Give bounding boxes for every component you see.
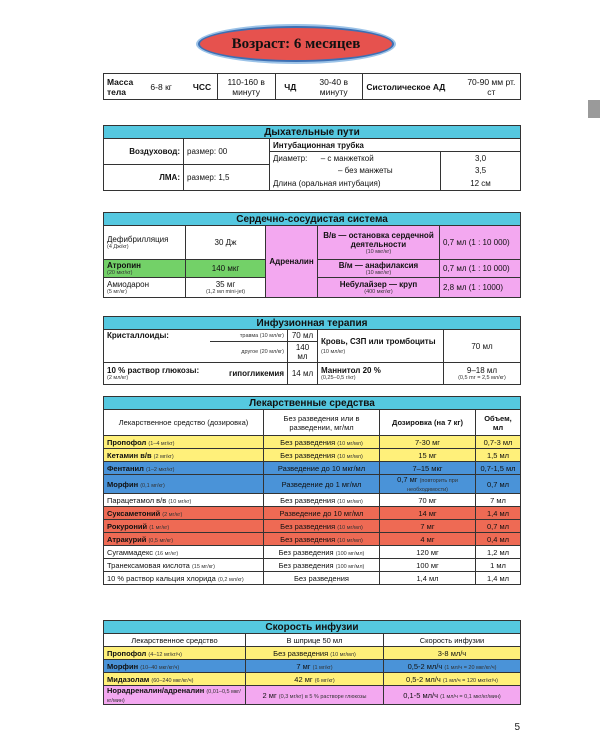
page-title: Возраст: 6 месяцев bbox=[198, 26, 394, 62]
drug-amount-cell bbox=[380, 475, 476, 494]
drug-volume: 1,4 мл bbox=[476, 572, 521, 585]
amio-label: Амиодарон bbox=[107, 280, 150, 289]
rate-syringe-cell bbox=[246, 660, 384, 673]
drug-dilution-sub: (10 мг/мл) bbox=[337, 498, 363, 505]
adrenaline-label: Адреналин bbox=[266, 226, 318, 298]
drug-volume: 1,5 мл bbox=[476, 449, 521, 462]
drug-name: Сугаммадекс bbox=[107, 547, 154, 557]
arrest-sub: (10 мкг/кг) bbox=[365, 248, 392, 255]
drug-name-cell bbox=[104, 572, 264, 585]
glucose-cell bbox=[104, 363, 210, 385]
drug-amount: 7-30 мг bbox=[415, 437, 440, 447]
rate-speed-cell bbox=[384, 686, 521, 705]
rate-speed-sub: (1 мл/ч = 120 мкг/кг/ч) bbox=[442, 677, 498, 684]
anaph-value: 0,7 мл (1 : 10 000) bbox=[440, 260, 521, 278]
infusion-header: Инфузионная терапия bbox=[104, 317, 521, 330]
mannitol-value-cell bbox=[444, 363, 521, 385]
rate-name-cell bbox=[104, 686, 246, 705]
atropine-sub: (20 мкг/кг) bbox=[107, 270, 133, 276]
drug-dilution-cell bbox=[264, 572, 380, 585]
drugs-col-name: Лекарственное средство (дозировка) bbox=[104, 410, 264, 436]
drug-volume: 7 мл bbox=[476, 494, 521, 507]
drug-dose: (1–2 мкг/кг) bbox=[145, 466, 175, 473]
atropine-value: 140 мкг bbox=[186, 260, 266, 278]
drug-rows bbox=[104, 436, 521, 585]
drug-dilution: Без разведения bbox=[280, 521, 336, 531]
drug-dose: (0,1 мг/кг) bbox=[140, 482, 165, 489]
anaph-sub: (10 мкг/кг) bbox=[365, 270, 392, 276]
hypo-label: гипогликемия bbox=[210, 363, 288, 385]
mannitol-value-sub: (0,5 mг = 2,5 мл/кг) bbox=[458, 375, 506, 381]
rate-syringe-cell bbox=[246, 686, 384, 705]
drug-dose: (0,5 мг/кг) bbox=[148, 537, 174, 544]
trauma-value: 70 мл bbox=[288, 330, 318, 342]
drug-volume: 0,7-3 мл bbox=[476, 436, 521, 449]
rate-speed-cell bbox=[384, 673, 521, 686]
drug-row bbox=[104, 546, 521, 559]
drug-amount: 100 мг bbox=[416, 560, 439, 570]
drug-row bbox=[104, 449, 521, 462]
rate-row bbox=[104, 673, 521, 686]
diameter-label: Диаметр: bbox=[273, 153, 308, 163]
drug-dilution: Без разведения bbox=[280, 534, 336, 544]
hr-value: 110-160 в минуту bbox=[217, 74, 275, 100]
cuffed-value: 3,0 bbox=[441, 152, 521, 165]
arrest-value: 0,7 мл (1 : 10 000) bbox=[440, 226, 521, 260]
rate-syringe: Без разведения bbox=[273, 648, 329, 658]
drug-row bbox=[104, 507, 521, 520]
glucose-value: 14 мл bbox=[288, 363, 318, 385]
tube-length-value: 12 см bbox=[441, 177, 521, 190]
drug-dilution-cell bbox=[264, 436, 380, 449]
rate-name-cell bbox=[104, 673, 246, 686]
drug-name-cell bbox=[104, 559, 264, 572]
neb-value: 2,8 мл (1 : 1000) bbox=[440, 278, 521, 298]
amio-value: 35 мг bbox=[215, 280, 236, 289]
drug-name-cell bbox=[104, 436, 264, 449]
drug-row bbox=[104, 559, 521, 572]
anaph-cell bbox=[318, 260, 440, 278]
cuffed-label: – с манжеткой bbox=[320, 153, 374, 163]
drug-row bbox=[104, 462, 521, 475]
drug-amount: 4 мг bbox=[420, 534, 435, 544]
drug-name-cell bbox=[104, 546, 264, 559]
drug-dose: (1–4 мг/кг) bbox=[148, 440, 175, 447]
drug-amount-cell bbox=[380, 449, 476, 462]
rr-label: ЧД bbox=[275, 74, 305, 100]
rate-col-syringe: В шприце 50 мл bbox=[246, 634, 384, 647]
lma-size: размер: 1,5 bbox=[184, 165, 270, 191]
rate-syringe: 42 мг bbox=[294, 674, 313, 684]
drug-name-cell bbox=[104, 462, 264, 475]
drug-dilution: Без разведения bbox=[278, 547, 334, 557]
drug-amount: 70 мг bbox=[418, 495, 437, 505]
uncuffed-label: – без манжеты bbox=[270, 165, 441, 178]
drug-dilution: Разведение до 10 мг/мл bbox=[279, 508, 364, 518]
drug-dilution: Без разведения bbox=[278, 560, 334, 570]
cryst-label: Кристаллоиды: bbox=[104, 330, 210, 363]
airway-device-size: размер: 00 bbox=[184, 139, 270, 165]
drug-amount: 15 мг bbox=[418, 450, 437, 460]
blood-label: Кровь, СЗП или тромбоциты bbox=[321, 337, 436, 346]
rate-dose: (60–240 мкг/кг/ч) bbox=[151, 677, 194, 684]
rate-dose: (0,01–0,5 мкг/кг/мин) bbox=[107, 689, 241, 704]
rate-name-cell bbox=[104, 647, 246, 660]
page-number: 5 bbox=[514, 722, 520, 733]
cardio-table bbox=[103, 212, 521, 298]
drug-dose: (2 мг/кг) bbox=[153, 453, 174, 460]
drug-dilution-cell bbox=[264, 520, 380, 533]
drug-name: Суксаметоний bbox=[107, 508, 161, 518]
rate-speed: 0,5-2 мл/ч bbox=[407, 661, 443, 671]
rate-dose: (4–12 мг/кг/ч) bbox=[148, 651, 182, 658]
drug-name: Рокуроний bbox=[107, 521, 148, 531]
tube-diameter-cuffed bbox=[270, 152, 441, 165]
rate-rows bbox=[104, 647, 521, 705]
drugs-col-dose: Дозировка (на 7 кг) bbox=[380, 410, 476, 436]
drug-name-cell bbox=[104, 520, 264, 533]
drugs-col-dilution: Без разведения или в разведении, мг/мл bbox=[264, 410, 380, 436]
drug-name: Кетамин в/в bbox=[107, 450, 152, 460]
cardio-header: Сердечно-сосудистая система bbox=[104, 213, 521, 226]
glucose-label: 10 % раствор глюкозы: bbox=[107, 366, 200, 375]
atropine-label: Атропин bbox=[107, 261, 141, 270]
vitals-row bbox=[104, 74, 521, 100]
drug-volume: 0,7 мл bbox=[476, 520, 521, 533]
drug-row bbox=[104, 572, 521, 585]
rate-syringe-sub: (6 мг/кг) bbox=[314, 677, 335, 684]
drug-name: Фентанил bbox=[107, 463, 144, 473]
drug-volume: 1 мл bbox=[476, 559, 521, 572]
drug-dilution-sub: (10 мг/мл) bbox=[337, 453, 363, 460]
rate-speed: 0,5-2 мл/ч bbox=[406, 674, 441, 684]
drug-dilution: Без разведения bbox=[280, 495, 336, 505]
rate-syringe-sub: (10 мг/мл) bbox=[330, 651, 356, 658]
drug-dilution-cell bbox=[264, 449, 380, 462]
drug-volume: 1,2 мл bbox=[476, 546, 521, 559]
glucose-sub: (2 мл/кг) bbox=[107, 375, 129, 381]
defib-value: 30 Дж bbox=[186, 226, 266, 260]
anaph-label: В/м — анафилаксия bbox=[338, 261, 419, 270]
drug-amount-cell bbox=[380, 462, 476, 475]
drug-volume: 0,7-1,5 мл bbox=[476, 462, 521, 475]
drug-row bbox=[104, 475, 521, 494]
rate-name-cell bbox=[104, 660, 246, 673]
tube-header: Интубационная трубка bbox=[270, 139, 521, 152]
infusion-table bbox=[103, 316, 521, 385]
amio-value-cell bbox=[186, 278, 266, 298]
drug-name-cell bbox=[104, 507, 264, 520]
drug-row bbox=[104, 436, 521, 449]
mass-value: 6-8 кг bbox=[147, 74, 187, 100]
drug-amount: 14 мг bbox=[418, 508, 437, 518]
drug-amount: 7 мг bbox=[420, 521, 435, 531]
airway-table bbox=[103, 125, 521, 191]
drug-dilution-cell bbox=[264, 462, 380, 475]
airway-device-label: Воздуховод: bbox=[104, 139, 184, 165]
defib-label: Дефибрилляция bbox=[107, 235, 169, 244]
drug-volume: 0,7 мл bbox=[476, 475, 521, 494]
rate-name: Мидазолам bbox=[107, 674, 150, 684]
vitals-table bbox=[103, 73, 521, 100]
drug-dilution-cell bbox=[264, 559, 380, 572]
trauma-label: травма (10 мл/кг) bbox=[210, 330, 288, 342]
drug-amount-cell bbox=[380, 436, 476, 449]
amio-value-sub: (1,2 мл mini-jet) bbox=[205, 289, 246, 295]
drugs-header: Лекарственные средства bbox=[104, 397, 521, 410]
rate-col-speed: Скорость инфузии bbox=[384, 634, 521, 647]
blood-value: 70 мл bbox=[444, 330, 521, 363]
arrest-cell bbox=[318, 226, 440, 260]
rate-header: Скорость инфузии bbox=[104, 621, 521, 634]
other-label: другое (20 мл/кг) bbox=[210, 342, 288, 363]
drug-dilution-sub: (100 мг/мл) bbox=[335, 563, 365, 570]
rate-table bbox=[103, 620, 521, 705]
drug-name: 10 % раствор кальция хлорида bbox=[107, 573, 216, 583]
arrest-label: В/в — остановка сердечной деятельности bbox=[323, 230, 434, 249]
drug-amount: 7–15 мкг bbox=[412, 463, 443, 473]
rate-speed-sub: (1 мл/ч = 0,1 мкг/кг/мин) bbox=[440, 693, 501, 700]
drug-dilution-sub: (10 мг/мл) bbox=[337, 440, 363, 447]
drug-name-cell bbox=[104, 533, 264, 546]
drug-dilution-cell bbox=[264, 546, 380, 559]
rate-row bbox=[104, 686, 521, 705]
blood-cell bbox=[318, 330, 444, 363]
drug-amount: 1,4 мл bbox=[416, 573, 439, 583]
drug-amount-cell bbox=[380, 559, 476, 572]
rate-syringe: 2 мг bbox=[262, 690, 277, 700]
mannitol-cell bbox=[318, 363, 444, 385]
amio-sub: (5 мг/кг) bbox=[107, 289, 127, 295]
drug-dose: (1 мг/кг) bbox=[149, 524, 170, 531]
atropine-cell bbox=[104, 260, 186, 278]
rate-syringe-sub: (1 мг/кг) bbox=[312, 664, 333, 671]
blood-sub: (10 мл/кг) bbox=[321, 349, 346, 355]
drug-row bbox=[104, 533, 521, 546]
defib-cell bbox=[104, 226, 186, 260]
rate-name: Морфин bbox=[107, 661, 139, 671]
side-tab-marker bbox=[588, 100, 600, 118]
mannitol-label: Маннитол 20 % bbox=[321, 366, 381, 375]
hr-label: ЧСС bbox=[187, 74, 217, 100]
rate-speed-sub: (1 мл/ч = 20 мкг/кг/ч) bbox=[444, 664, 497, 671]
drug-volume: 1,4 мл bbox=[476, 507, 521, 520]
tube-length-label: Длина (оральная интубация) bbox=[270, 177, 441, 190]
drug-dilution: Разведение до 10 мкг/мл bbox=[277, 463, 366, 473]
amio-cell bbox=[104, 278, 186, 298]
drug-dilution-sub: (10 мг/мл) bbox=[337, 524, 363, 531]
drug-name: Транексамовая кислота bbox=[107, 560, 190, 570]
drug-volume: 0,4 мл bbox=[476, 533, 521, 546]
rate-speed-cell bbox=[384, 647, 521, 660]
mannitol-sub: (0,25–0,5 г/кг) bbox=[321, 375, 356, 381]
drug-amount: 0,7 мг bbox=[397, 475, 418, 484]
drug-row bbox=[104, 520, 521, 533]
drug-name: Морфин bbox=[107, 479, 139, 489]
rate-syringe-cell bbox=[246, 647, 384, 660]
drug-dilution: Без разведения bbox=[280, 437, 336, 447]
drug-dilution-cell bbox=[264, 475, 380, 494]
drug-name: Парацетамол в/в bbox=[107, 495, 167, 505]
neb-sub: (400 мкг/кг) bbox=[364, 289, 393, 295]
drug-dilution: Без разведения bbox=[280, 450, 336, 460]
drug-row bbox=[104, 494, 521, 507]
drug-dilution-cell bbox=[264, 494, 380, 507]
drugs-table bbox=[103, 396, 521, 585]
drug-name-cell bbox=[104, 449, 264, 462]
rate-name: Пропофол bbox=[107, 648, 147, 658]
drug-dilution: Разведение до 1 мг/мл bbox=[281, 479, 362, 489]
neb-cell bbox=[318, 278, 440, 298]
rate-row bbox=[104, 660, 521, 673]
uncuffed-value: 3,5 bbox=[441, 165, 521, 178]
drug-dose: (0,2 мл/кг) bbox=[217, 576, 244, 583]
sbp-label: Систолическое АД bbox=[363, 74, 463, 100]
rate-row bbox=[104, 647, 521, 660]
drugs-col-volume: Объем, мл bbox=[476, 410, 521, 436]
other-value: 140 мл bbox=[288, 342, 318, 363]
drug-amount-cell bbox=[380, 507, 476, 520]
rate-speed: 0,1-5 мл/ч bbox=[403, 690, 438, 700]
drug-dilution: Без разведения bbox=[294, 573, 349, 583]
drug-amount-cell bbox=[380, 533, 476, 546]
drug-amount-cell bbox=[380, 494, 476, 507]
drug-name-cell bbox=[104, 494, 264, 507]
drug-name: Пропофол bbox=[107, 437, 147, 447]
drug-name-cell bbox=[104, 475, 264, 494]
rate-dose: (10–40 мкг/кг/ч) bbox=[140, 664, 180, 671]
airway-header: Дыхательные пути bbox=[104, 126, 521, 139]
drug-dilution-sub: (10 мг/мл) bbox=[337, 537, 363, 544]
rate-speed-cell bbox=[384, 660, 521, 673]
drug-dilution-cell bbox=[264, 533, 380, 546]
defib-sub: (4 Дж/кг) bbox=[107, 244, 129, 250]
mannitol-value: 9–18 мл bbox=[466, 366, 498, 375]
drug-amount: 120 мг bbox=[416, 547, 439, 557]
drug-amount-cell bbox=[380, 520, 476, 533]
drug-amount-cell bbox=[380, 546, 476, 559]
drug-dose: (16 мг/кг) bbox=[155, 550, 179, 557]
mass-label: Масса тела bbox=[104, 74, 148, 100]
rate-name: Норадреналин/адреналин bbox=[107, 686, 205, 695]
sbp-value: 70-90 мм рт. ст bbox=[463, 74, 521, 100]
drug-dose: (2 мг/кг) bbox=[162, 511, 183, 518]
rate-syringe: 7 мг bbox=[296, 661, 311, 671]
drug-dose: (10 мг/кг) bbox=[168, 498, 192, 505]
rate-syringe-sub: (0,3 мг/кг) в 5 % растворе глюкозы bbox=[278, 693, 367, 700]
rate-col-name: Лекарственное средство bbox=[104, 634, 246, 647]
lma-label: ЛМА: bbox=[104, 165, 184, 191]
drug-dose: (15 мг/кг) bbox=[191, 563, 215, 570]
drug-amount-sub: (повторить при необходимости) bbox=[406, 478, 458, 493]
drug-dilution-cell bbox=[264, 507, 380, 520]
rate-syringe-cell bbox=[246, 673, 384, 686]
rate-speed: 3-8 мл/ч bbox=[437, 648, 467, 658]
neb-label: Небулайзер — круп bbox=[339, 280, 418, 289]
rr-value: 30-40 в минуту bbox=[305, 74, 363, 100]
drug-amount-cell bbox=[380, 572, 476, 585]
drug-name: Атракурий bbox=[107, 534, 147, 544]
drug-dilution-sub: (100 мг/мл) bbox=[335, 550, 365, 557]
